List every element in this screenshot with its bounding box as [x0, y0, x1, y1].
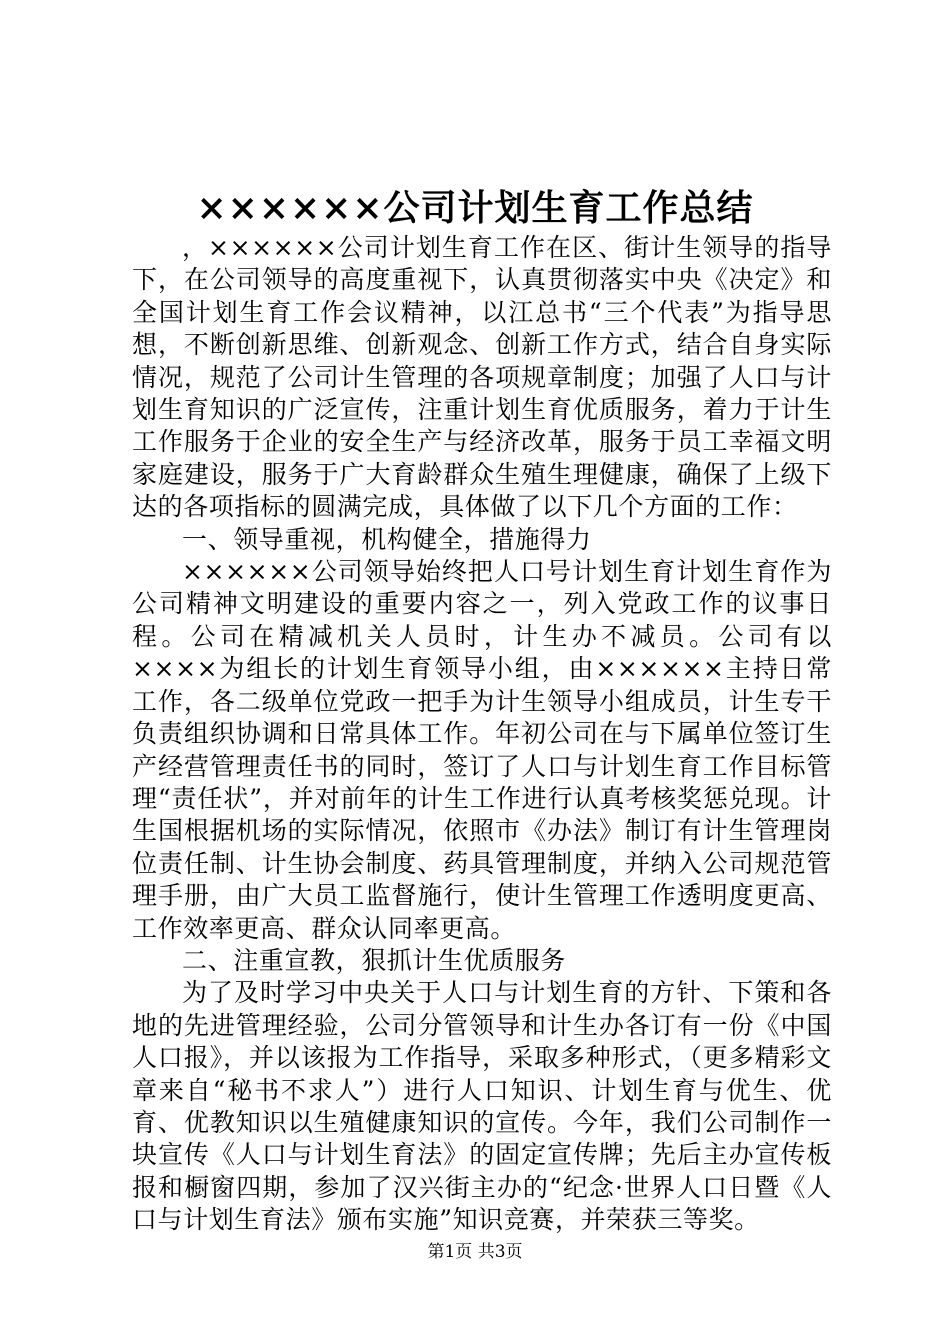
- section-heading-1: 一、领导重视，机构健全，措施得力: [182, 524, 592, 554]
- page-footer: 第1页 共3页: [427, 1242, 523, 1262]
- paragraph-section-2: 为了及时学习中央关于人口与计划生育的方针、下策和各地的先进管理经验，公司分管领导和计生办各订有一份《中国人口报》，并以该报为工作指导，采取多种形式，（更多精彩文章来自“秘书不求人”）进行人口知识、计划生育与优生、优育、优教知识以生殖健康知识的宣传。今年，我们公司制作一块宣传《人口与计划生育法》的固定宣传牌；先后主办宣传板报和橱窗四期，参加了汉兴街主办的“纪念·世界人口日暨《人口与计划生育法》颁布实施”知识竞赛，并荣获三等奖。: [132, 978, 832, 1235]
- document-body: [132, 232, 832, 1237]
- section-heading-2: 二、注重宣教，狠抓计生优质服务: [182, 945, 567, 975]
- document-title: ××××××公司计划生育工作总结: [196, 187, 754, 229]
- paragraph-intro: ，××××××公司计划生育工作在区、街计生领导的指导下，在公司领导的高度重视下，认真贯彻落实中央《决定》和全国计划生育工作会议精神，以江总书“三个代表”为指导思想，不断创新思维、创新观念、创新工作方式，结合自身实际情况，规范了公司计生管理的各项规章制度；加强了人口与计划生育知识的广泛宣传，注重计划生育优质服务，着力于计生工作服务于企业的安全生产与经济改革，服务于员工幸福文明家庭建设，服务于广大育龄群众生殖生理健康，确保了上级下达的各项指标的圆满完成，具体做了以下几个方面的工作：: [132, 233, 832, 522]
- paragraph-section-1: ××××××公司领导始终把人口号计划生育计划生育作为公司精神文明建设的重要内容之一，列入党政工作的议事日程。公司在精减机关人员时，计生办不减员。公司有以××××为组长的计划生育领导小组，由××××××主持日常工作，各二级单位党政一把手为计生领导小组成员，计生专干负责组织协调和日常具体工作。年初公司在与下属单位签订生产经营管理责任书的同时，签订了人口与计划生育工作目标管理“责任状”，并对前年的计生工作进行认真考核奖惩兑现。计生国根据机场的实际情况，依照市《办法》制订有计生管理岗位责任制、计生协会制度、药具管理制度，并纳入公司规范管理手册，由广大员工监督施行，使计生管理工作透明度更高、工作效率更高、群众认同率更高。: [132, 557, 832, 943]
